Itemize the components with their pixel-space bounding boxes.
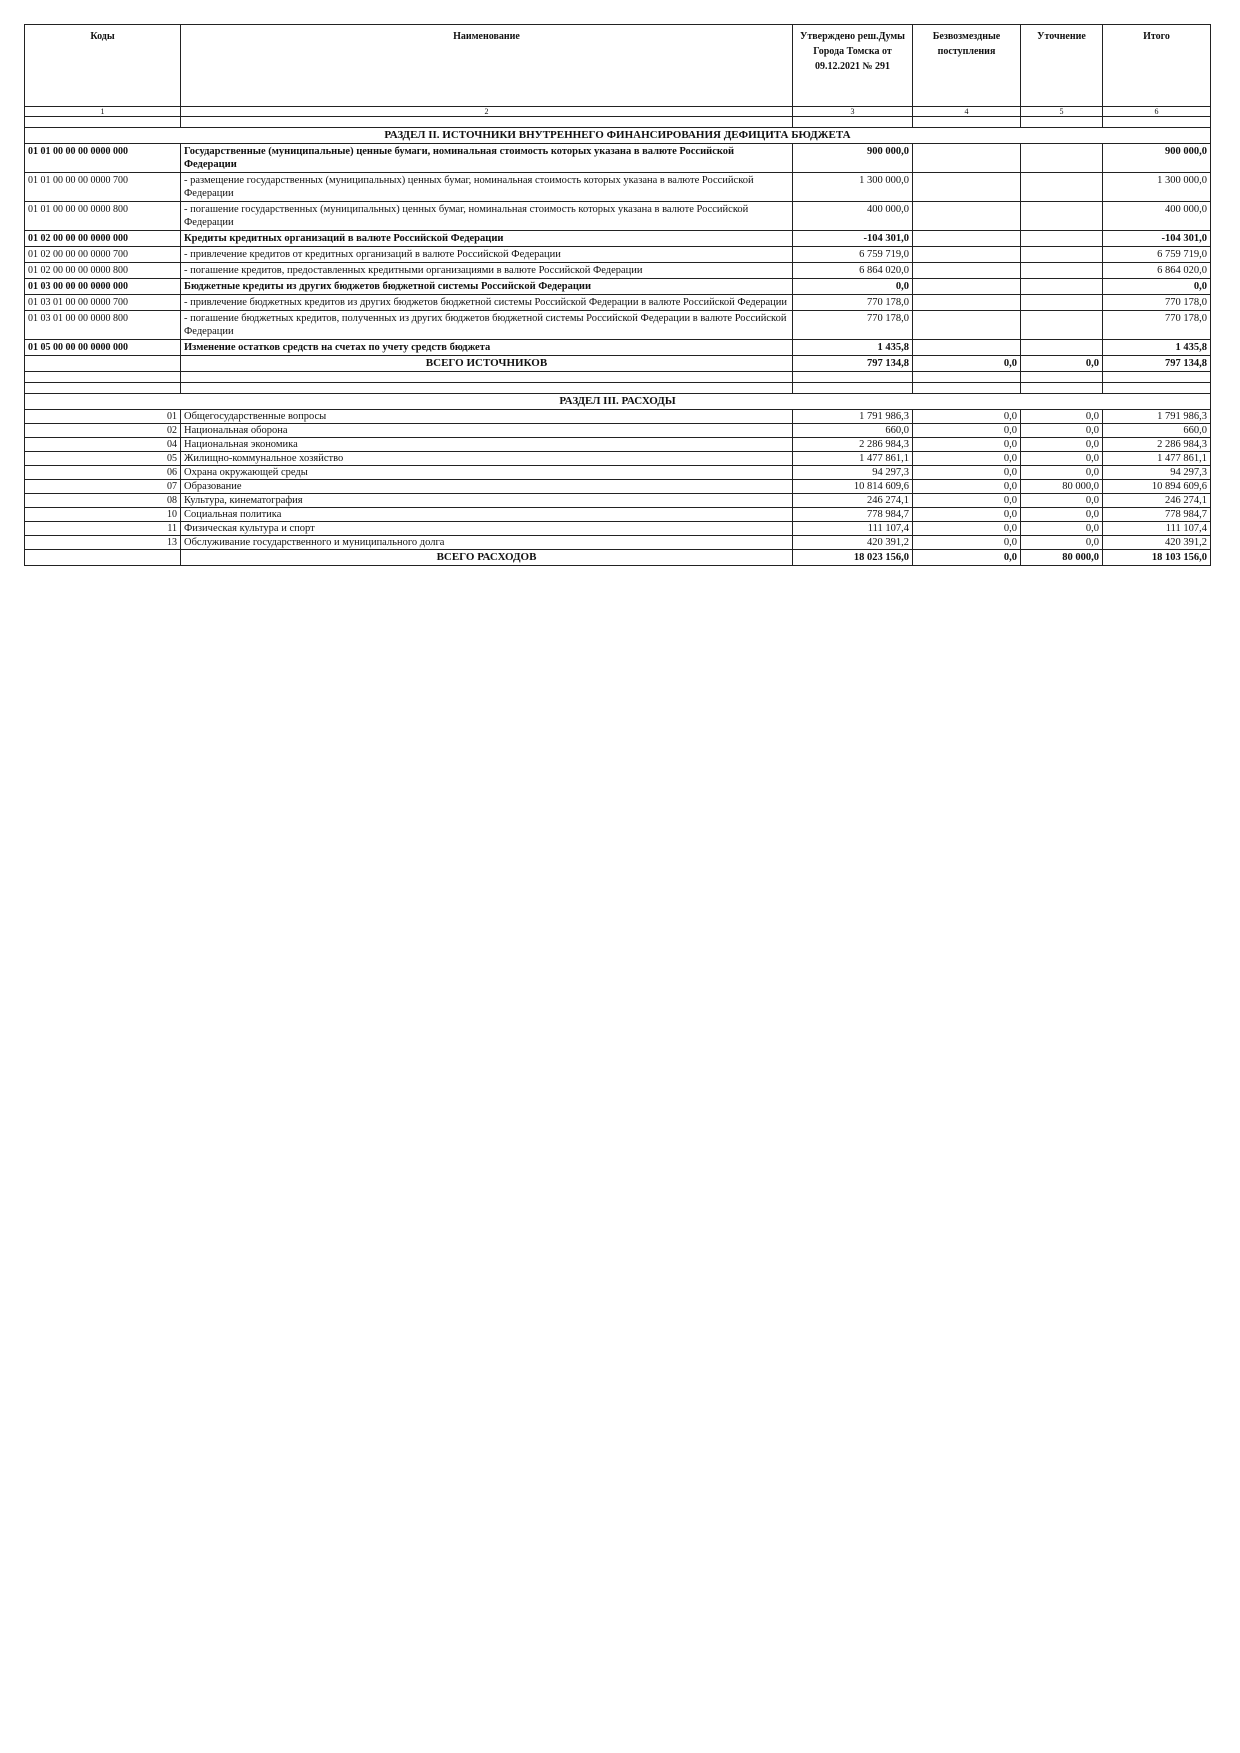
- table-row: [25, 536, 1211, 550]
- row-code: 01 03 01 00 00 0000 800: [25, 311, 181, 340]
- row-name: - привлечение бюджетных кредитов из других бюджетов бюджетной системы Российской Федерации в валюте Российской Федерации: [181, 295, 793, 311]
- row-code: 01 01 00 00 00 0000 700: [25, 173, 181, 202]
- row-approved: 1 300 000,0: [793, 173, 913, 202]
- row-code: 08: [25, 494, 181, 508]
- table-row: [25, 247, 1211, 263]
- table-row: [25, 466, 1211, 480]
- section2-total-row: [25, 356, 1211, 372]
- section2-title: РАЗДЕЛ II. ИСТОЧНИКИ ВНУТРЕННЕГО ФИНАНСИРОВАНИЯ ДЕФИЦИТА БЮДЖЕТА: [25, 128, 1211, 144]
- row-approved: 1 791 986,3: [793, 410, 913, 424]
- table-row: [25, 494, 1211, 508]
- row-name: - погашение кредитов, предоставленных кредитными организациями в валюте Российской Федерации: [181, 263, 793, 279]
- row-clarification: 0,0: [1021, 536, 1103, 550]
- row-clarification: [1021, 340, 1103, 356]
- table-row: [25, 173, 1211, 202]
- section3-title-row: [25, 394, 1211, 410]
- row-clarification: [1021, 231, 1103, 247]
- row-clarification: 0,0: [1021, 438, 1103, 452]
- row-grants: 0,0: [913, 508, 1021, 522]
- row-grants: [913, 279, 1021, 295]
- row-clarification: [1021, 247, 1103, 263]
- total-label: ВСЕГО ИСТОЧНИКОВ: [181, 356, 793, 372]
- total-total: 18 103 156,0: [1103, 550, 1211, 566]
- row-code: 01 03 01 00 00 0000 700: [25, 295, 181, 311]
- row-total: 2 286 984,3: [1103, 438, 1211, 452]
- row-code: 01 02 00 00 00 0000 700: [25, 247, 181, 263]
- row-grants: [913, 340, 1021, 356]
- section3-title: РАЗДЕЛ III. РАСХОДЫ: [25, 394, 1211, 410]
- row-approved: 778 984,7: [793, 508, 913, 522]
- table-row: [25, 438, 1211, 452]
- row-total: 6 864 020,0: [1103, 263, 1211, 279]
- row-clarification: [1021, 279, 1103, 295]
- row-total: 246 274,1: [1103, 494, 1211, 508]
- row-clarification: 0,0: [1021, 494, 1103, 508]
- header-grants: Безвозмездные поступления: [913, 25, 1021, 107]
- row-approved: 111 107,4: [793, 522, 913, 536]
- row-grants: 0,0: [913, 466, 1021, 480]
- row-grants: 0,0: [913, 494, 1021, 508]
- row-approved: 10 814 609,6: [793, 480, 913, 494]
- row-clarification: 80 000,0: [1021, 480, 1103, 494]
- row-name: - привлечение кредитов от кредитных организаций в валюте Российской Федерации: [181, 247, 793, 263]
- spacer-row: [25, 372, 1211, 383]
- row-clarification: 0,0: [1021, 410, 1103, 424]
- row-grants: [913, 311, 1021, 340]
- row-total: 0,0: [1103, 279, 1211, 295]
- row-approved: 660,0: [793, 424, 913, 438]
- row-code: 01 02 00 00 00 0000 000: [25, 231, 181, 247]
- row-name: Социальная политика: [181, 508, 793, 522]
- row-clarification: [1021, 311, 1103, 340]
- row-total: 1 477 861,1: [1103, 452, 1211, 466]
- table-row: [25, 263, 1211, 279]
- column-numbers-row: [25, 107, 1211, 117]
- row-approved: 246 274,1: [793, 494, 913, 508]
- table-row: [25, 410, 1211, 424]
- column-number: 3: [793, 107, 913, 117]
- row-code: 11: [25, 522, 181, 536]
- table-row: [25, 202, 1211, 231]
- table-row: [25, 508, 1211, 522]
- row-code: 10: [25, 508, 181, 522]
- row-total: 770 178,0: [1103, 295, 1211, 311]
- row-name: Физическая культура и спорт: [181, 522, 793, 536]
- total-approved: 18 023 156,0: [793, 550, 913, 566]
- row-grants: [913, 202, 1021, 231]
- row-grants: 0,0: [913, 480, 1021, 494]
- row-name: Национальная оборона: [181, 424, 793, 438]
- row-approved: 770 178,0: [793, 311, 913, 340]
- row-total: 778 984,7: [1103, 508, 1211, 522]
- row-name: Государственные (муниципальные) ценные бумаги, номинальная стоимость которых указана в валюте Российской Федерации: [181, 144, 793, 173]
- header-name: Наименование: [181, 25, 793, 107]
- row-grants: [913, 263, 1021, 279]
- row-name: Образование: [181, 480, 793, 494]
- row-clarification: [1021, 202, 1103, 231]
- row-code: 02: [25, 424, 181, 438]
- row-approved: 6 864 020,0: [793, 263, 913, 279]
- row-approved: 770 178,0: [793, 295, 913, 311]
- row-approved: 1 435,8: [793, 340, 913, 356]
- row-name: Жилищно-коммунальное хозяйство: [181, 452, 793, 466]
- total-label: ВСЕГО РАСХОДОВ: [181, 550, 793, 566]
- table-row: [25, 231, 1211, 247]
- total-grants: 0,0: [913, 356, 1021, 372]
- row-total: 94 297,3: [1103, 466, 1211, 480]
- row-grants: [913, 144, 1021, 173]
- row-clarification: 0,0: [1021, 424, 1103, 438]
- row-code: 06: [25, 466, 181, 480]
- table-row: [25, 311, 1211, 340]
- row-name: - размещение государственных (муниципальных) ценных бумаг, номинальная стоимость которых указана в валюте Российской Федерации: [181, 173, 793, 202]
- row-approved: 900 000,0: [793, 144, 913, 173]
- row-code: 01: [25, 410, 181, 424]
- row-grants: 0,0: [913, 438, 1021, 452]
- table-row: [25, 452, 1211, 466]
- row-clarification: 0,0: [1021, 466, 1103, 480]
- total-clarification: 0,0: [1021, 356, 1103, 372]
- total-clarification: 80 000,0: [1021, 550, 1103, 566]
- row-code: 07: [25, 480, 181, 494]
- row-code: 04: [25, 438, 181, 452]
- row-name: Общегосударственные вопросы: [181, 410, 793, 424]
- row-total: 6 759 719,0: [1103, 247, 1211, 263]
- total-grants: 0,0: [913, 550, 1021, 566]
- row-clarification: [1021, 173, 1103, 202]
- row-approved: 1 477 861,1: [793, 452, 913, 466]
- row-approved: 420 391,2: [793, 536, 913, 550]
- row-code: 01 05 00 00 00 0000 000: [25, 340, 181, 356]
- table-row: [25, 340, 1211, 356]
- row-clarification: 0,0: [1021, 452, 1103, 466]
- row-total: 1 791 986,3: [1103, 410, 1211, 424]
- spacer-row: [25, 383, 1211, 394]
- row-approved: -104 301,0: [793, 231, 913, 247]
- row-total: 660,0: [1103, 424, 1211, 438]
- row-code: 01 01 00 00 00 0000 000: [25, 144, 181, 173]
- row-name: - погашение бюджетных кредитов, полученных из других бюджетов бюджетной системы Российской Федерации в валюте Российской Федерации: [181, 311, 793, 340]
- table-row: [25, 295, 1211, 311]
- row-approved: 6 759 719,0: [793, 247, 913, 263]
- table-header-row: [25, 25, 1211, 107]
- header-clarification: Уточнение: [1021, 25, 1103, 107]
- row-total: 900 000,0: [1103, 144, 1211, 173]
- row-approved: 400 000,0: [793, 202, 913, 231]
- row-total: 420 391,2: [1103, 536, 1211, 550]
- row-name: Культура, кинематография: [181, 494, 793, 508]
- row-clarification: [1021, 144, 1103, 173]
- row-grants: 0,0: [913, 410, 1021, 424]
- section2-title-row: [25, 128, 1211, 144]
- section3-total-row: [25, 550, 1211, 566]
- row-total: 1 435,8: [1103, 340, 1211, 356]
- header-total: Итого: [1103, 25, 1211, 107]
- row-name: Национальная экономика: [181, 438, 793, 452]
- row-approved: 2 286 984,3: [793, 438, 913, 452]
- row-clarification: 0,0: [1021, 508, 1103, 522]
- row-name: Обслуживание государственного и муниципального долга: [181, 536, 793, 550]
- row-total: 111 107,4: [1103, 522, 1211, 536]
- row-name: Кредиты кредитных организаций в валюте Российской Федерации: [181, 231, 793, 247]
- row-name: - погашение государственных (муниципальных) ценных бумаг, номинальная стоимость которых указана в валюте Российской Федерации: [181, 202, 793, 231]
- row-total: 10 894 609,6: [1103, 480, 1211, 494]
- row-name: Бюджетные кредиты из других бюджетов бюджетной системы Российской Федерации: [181, 279, 793, 295]
- header-approved: Утверждено реш.Думы Города Томска от 09.12.2021 № 291: [793, 25, 913, 107]
- row-grants: 0,0: [913, 452, 1021, 466]
- row-approved: 0,0: [793, 279, 913, 295]
- row-approved: 94 297,3: [793, 466, 913, 480]
- row-code: 01 03 00 00 00 0000 000: [25, 279, 181, 295]
- column-number: 6: [1103, 107, 1211, 117]
- row-grants: 0,0: [913, 522, 1021, 536]
- row-clarification: [1021, 263, 1103, 279]
- row-code: 01 02 00 00 00 0000 800: [25, 263, 181, 279]
- row-name: Охрана окружающей среды: [181, 466, 793, 480]
- row-code: 01 01 00 00 00 0000 800: [25, 202, 181, 231]
- total-total: 797 134,8: [1103, 356, 1211, 372]
- column-number: 4: [913, 107, 1021, 117]
- budget-table: [24, 24, 1211, 566]
- table-row: [25, 144, 1211, 173]
- row-grants: 0,0: [913, 536, 1021, 550]
- row-clarification: [1021, 295, 1103, 311]
- row-total: 770 178,0: [1103, 311, 1211, 340]
- row-grants: [913, 173, 1021, 202]
- column-number: 2: [181, 107, 793, 117]
- table-row: [25, 424, 1211, 438]
- column-number: 1: [25, 107, 181, 117]
- row-code: 05: [25, 452, 181, 466]
- header-codes: Коды: [25, 25, 181, 107]
- table-row: [25, 522, 1211, 536]
- row-grants: [913, 247, 1021, 263]
- column-number: 5: [1021, 107, 1103, 117]
- table-row: [25, 279, 1211, 295]
- budget-document: [24, 24, 1210, 566]
- row-grants: [913, 295, 1021, 311]
- row-code: 13: [25, 536, 181, 550]
- spacer-row: [25, 117, 1211, 128]
- row-name: Изменение остатков средств на счетах по учету средств бюджета: [181, 340, 793, 356]
- row-grants: 0,0: [913, 424, 1021, 438]
- row-clarification: 0,0: [1021, 522, 1103, 536]
- row-total: 400 000,0: [1103, 202, 1211, 231]
- total-approved: 797 134,8: [793, 356, 913, 372]
- table-row: [25, 480, 1211, 494]
- row-total: -104 301,0: [1103, 231, 1211, 247]
- row-grants: [913, 231, 1021, 247]
- row-total: 1 300 000,0: [1103, 173, 1211, 202]
